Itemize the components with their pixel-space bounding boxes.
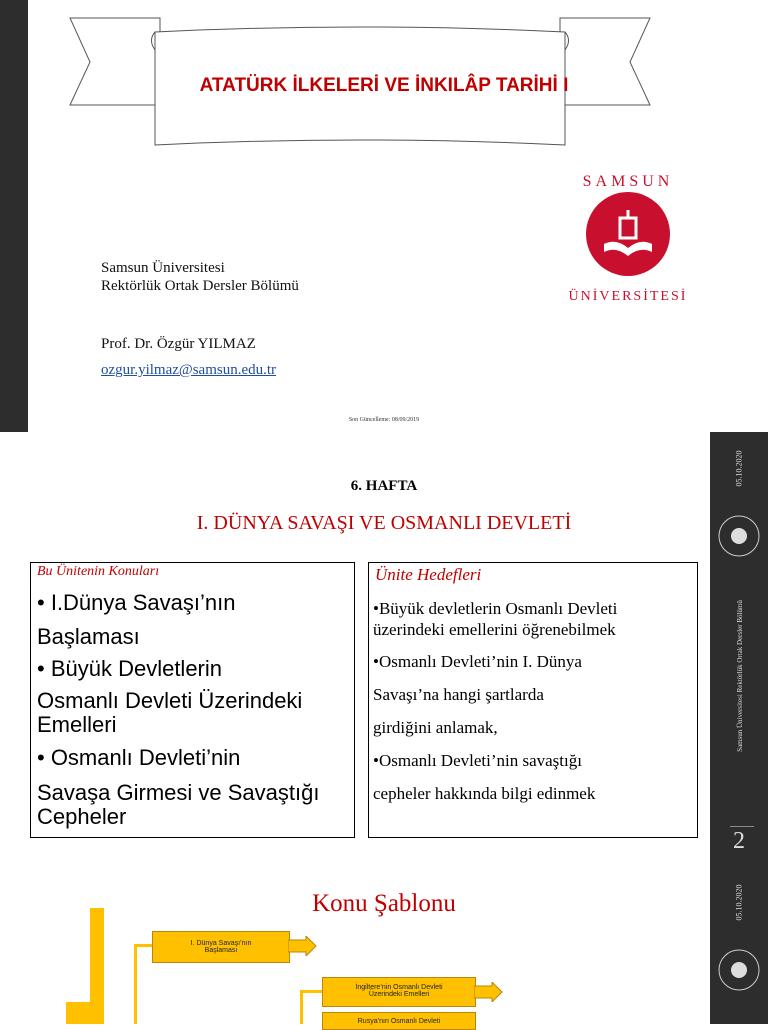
diagram-box-1-line-2: Başlaması <box>204 947 238 954</box>
institution-name: Samsun Üniversitesi <box>101 260 225 276</box>
diagram-box-2-line-1: İngiltere’nin Osmanlı Devleti <box>355 984 443 991</box>
diagram-connector <box>134 944 154 947</box>
goal-line: Savaşı’na hangi şartlarda <box>373 685 544 704</box>
svg-text:ÜNİVERSİTESİ: ÜNİVERSİTESİ <box>568 289 688 304</box>
diagram-connector <box>300 990 322 993</box>
diagram-box-3 <box>322 1012 476 1030</box>
diagram-arrow-1 <box>288 936 318 956</box>
topic-line: Cepheler <box>37 804 127 829</box>
slide2-department: Samsun Üniversitesi Rektörlük Ortak Dersler Bölümü <box>736 600 744 752</box>
last-update-note: Son Güncelleme: 08/09/2019 <box>348 417 420 423</box>
unit-heading: I. DÜNYA SAVAŞI VE OSMANLI DEVLETİ <box>196 512 572 534</box>
diagram-box-2 <box>322 977 476 1007</box>
department-name: Rektörlük Ortak Dersler Bölümü <box>101 278 299 294</box>
samsun-university-logo <box>548 158 708 308</box>
topic-line: Osmanlı Devleti Üzerindeki <box>37 688 303 713</box>
topic-line: • Osmanlı Devleti’nin <box>37 745 241 770</box>
goal-line: •Osmanlı Devleti’nin savaştığı <box>373 751 582 770</box>
topic-line: Savaşa Girmesi ve Savaştığı <box>37 780 320 805</box>
diagram-box-3-line-1: Rusya’nın Osmanlı Devleti <box>357 1018 441 1025</box>
author-email-link[interactable]: ozgur.yilmaz@samsun.edu.tr <box>101 362 277 378</box>
goal-line: cepheler hakkında bilgi edinmek <box>373 784 596 803</box>
diagram-connector <box>300 990 303 1024</box>
week-label: 6. HAFTA <box>350 478 418 494</box>
topic-line: Emelleri <box>37 712 117 737</box>
diagram-box-1 <box>152 931 290 963</box>
diagram-arrow-2 <box>474 982 504 1002</box>
diagram-box-1-line-1: I. Dünya Savaşı’nın <box>190 940 252 947</box>
slide3-date: 05.10.2020 <box>734 884 744 921</box>
topic-line: Başlaması <box>37 624 140 649</box>
svg-text:SAMSUN: SAMSUN <box>582 173 674 190</box>
goal-line: •Büyük devletlerin Osmanlı Devleti <box>373 599 618 618</box>
diagram-connector <box>134 944 137 1024</box>
author-name: Prof. Dr. Özgür YILMAZ <box>101 336 256 352</box>
goal-line: •Osmanlı Devleti’nin I. Dünya <box>373 652 582 671</box>
topics-box <box>30 562 355 838</box>
goals-box <box>368 562 698 838</box>
goal-line: girdiğini anlamak, <box>373 718 498 737</box>
topic-line: • Büyük Devletlerin <box>37 656 223 681</box>
slide3-sidebar <box>710 864 768 1024</box>
slide2-page-number: 2 <box>733 828 745 854</box>
presentation-title: ATATÜRK İLKELERİ VE İNKILÂP TARİHİ I <box>199 75 569 96</box>
topics-title: Bu Ünitenin Konuları <box>37 564 160 579</box>
diagram-box-2-line-2: Üzerindeki Emelleri <box>368 991 430 998</box>
slide1-sidebar <box>0 0 28 432</box>
samsun-mini-logo <box>717 948 761 992</box>
goals-title: Ünite Hedefleri <box>375 565 482 584</box>
diagram-base-block <box>66 1002 104 1024</box>
topic-line: • I.Dünya Savaşı’nın <box>37 590 236 615</box>
template-heading: Konu Şablonu <box>312 890 456 917</box>
goal-line: üzerindeki emellerini öğrenebilmek <box>373 620 616 639</box>
slide2-sidebar <box>710 432 768 864</box>
slide2-date: 05.10.2020 <box>734 450 744 487</box>
